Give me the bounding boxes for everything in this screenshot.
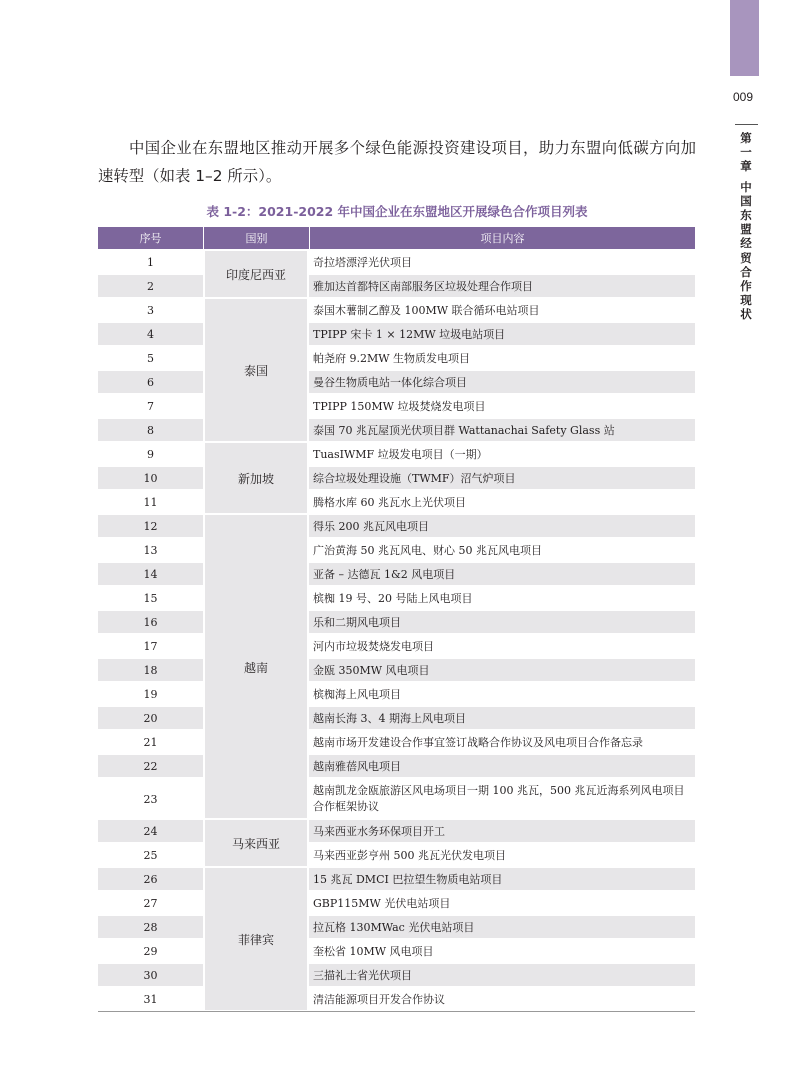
row-project: 泰国木薯制乙醇及 100MW 联合循环电站项目 (309, 297, 695, 321)
row-project: 15 兆瓦 DMCI 巴拉望生物质电站项目 (309, 866, 695, 890)
table-row (98, 489, 695, 513)
row-serial: 13 (98, 537, 203, 561)
row-project: 曼谷生物质电站一体化综合项目 (309, 369, 695, 393)
row-project: 马来西亚水务环保项目开工 (309, 818, 695, 842)
row-serial: 3 (98, 297, 203, 321)
row-country: 菲律宾 (203, 866, 309, 1010)
row-project: GBP115MW 光伏电站项目 (309, 890, 695, 914)
row-serial: 1 (98, 249, 203, 273)
row-serial: 23 (98, 777, 203, 818)
table-row (98, 465, 695, 489)
table-row (98, 962, 695, 986)
row-project: 三描礼士省光伏项目 (309, 962, 695, 986)
row-serial: 15 (98, 585, 203, 609)
table-row (98, 417, 695, 441)
row-project: 越南长海 3、4 期海上风电项目 (309, 705, 695, 729)
chapter-side-title (738, 131, 754, 322)
row-serial: 7 (98, 393, 203, 417)
table-caption: 表 1-2：2021-2022 年中国企业在东盟地区开展绿色合作项目列表 (206, 204, 588, 219)
header-serial: 序号 (98, 227, 203, 249)
row-serial: 19 (98, 681, 203, 705)
table-row (98, 753, 695, 777)
row-serial: 11 (98, 489, 203, 513)
table-row (98, 561, 695, 585)
table-row (98, 393, 695, 417)
row-serial: 16 (98, 609, 203, 633)
row-serial: 24 (98, 818, 203, 842)
row-project: 越南雅蓓风电项目 (309, 753, 695, 777)
row-project: 广治黄海 50 兆瓦风电、财心 50 兆瓦风电项目 (309, 537, 695, 561)
row-project: 奇拉塔漂浮光伏项目 (309, 249, 695, 273)
table-row (98, 537, 695, 561)
table-row (98, 249, 695, 273)
projects-table (98, 227, 695, 1010)
row-serial: 26 (98, 866, 203, 890)
row-project: 越南市场开发建设合作事宜签订战略合作协议及风电项目合作备忘录 (309, 729, 695, 753)
side-divider (735, 124, 758, 125)
row-project: 泰国 70 兆瓦屋顶光伏项目群 Wattanachai Safety Glass 站 (309, 417, 695, 441)
header-project: 项目内容 (309, 227, 695, 249)
row-country: 马来西亚 (203, 818, 309, 866)
table-row (98, 657, 695, 681)
row-project: 槟椥 19 号、20 号陆上风电项目 (309, 585, 695, 609)
chapter-color-tab (730, 0, 759, 76)
row-project: 槟椥海上风电项目 (309, 681, 695, 705)
row-serial: 20 (98, 705, 203, 729)
row-serial: 31 (98, 986, 203, 1010)
row-project: 亚备 – 达德瓦 1&2 风电项目 (309, 561, 695, 585)
table-row (98, 369, 695, 393)
row-project: TPIPP 宋卡 1 × 12MW 垃圾电站项目 (309, 321, 695, 345)
page-number: 009 (733, 90, 754, 104)
table-row (98, 986, 695, 1010)
row-serial: 21 (98, 729, 203, 753)
table-row (98, 777, 695, 818)
row-project: 帕尧府 9.2MW 生物质发电项目 (309, 345, 695, 369)
row-project: 马来西亚彭亨州 500 兆瓦光伏发电项目 (309, 842, 695, 866)
row-serial: 12 (98, 513, 203, 537)
table-row (98, 273, 695, 297)
row-serial: 17 (98, 633, 203, 657)
table-row (98, 297, 695, 321)
row-serial: 8 (98, 417, 203, 441)
table-header-row (98, 227, 695, 249)
row-serial: 29 (98, 938, 203, 962)
row-country: 越南 (203, 513, 309, 818)
chapter-label: 第一章 (740, 131, 752, 174)
row-project: TuasIWMF 垃圾发电项目（一期） (309, 441, 695, 465)
table-body (98, 249, 695, 1010)
row-serial: 14 (98, 561, 203, 585)
table-row (98, 321, 695, 345)
row-serial: 18 (98, 657, 203, 681)
row-project: TPIPP 150MW 垃圾焚烧发电项目 (309, 393, 695, 417)
row-project: 综合垃圾处理设施（TWMF）沼气炉项目 (309, 465, 695, 489)
row-serial: 6 (98, 369, 203, 393)
row-project: 越南凯龙金瓯旅游区风电场项目一期 100 兆瓦，500 兆瓦近海系列风电项目合作框架协议 (309, 777, 695, 818)
row-project: 河内市垃圾焚烧发电项目 (309, 633, 695, 657)
row-serial: 9 (98, 441, 203, 465)
table-row (98, 441, 695, 465)
table-row (98, 890, 695, 914)
row-serial: 22 (98, 753, 203, 777)
intro-paragraph: 中国企业在东盟地区推动开展多个绿色能源投资建设项目，助力东盟向低碳方向加速转型（如表 1–2 所示）。 (98, 139, 696, 186)
table-row (98, 914, 695, 938)
row-serial: 4 (98, 321, 203, 345)
table-row (98, 585, 695, 609)
table-row (98, 938, 695, 962)
table-row (98, 513, 695, 537)
row-country: 泰国 (203, 297, 309, 441)
row-serial: 28 (98, 914, 203, 938)
row-country: 印度尼西亚 (203, 249, 309, 297)
table-row (98, 729, 695, 753)
row-serial: 5 (98, 345, 203, 369)
table-row (98, 866, 695, 890)
row-serial: 27 (98, 890, 203, 914)
table-row (98, 633, 695, 657)
row-project: 腾格水库 60 兆瓦水上光伏项目 (309, 489, 695, 513)
table-row (98, 842, 695, 866)
row-project: 雅加达首都特区南部服务区垃圾处理合作项目 (309, 273, 695, 297)
table-row (98, 681, 695, 705)
table-row (98, 345, 695, 369)
table-row (98, 705, 695, 729)
chapter-title: 中国东盟经贸合作现状 (740, 179, 752, 322)
table-row (98, 818, 695, 842)
row-serial: 25 (98, 842, 203, 866)
row-project: 乐和二期风电项目 (309, 609, 695, 633)
row-project: 拉瓦格 130MWac 光伏电站项目 (309, 914, 695, 938)
row-project: 金瓯 350MW 风电项目 (309, 657, 695, 681)
header-country: 国别 (203, 227, 309, 249)
row-project: 奎松省 10MW 风电项目 (309, 938, 695, 962)
row-project: 得乐 200 兆瓦风电项目 (309, 513, 695, 537)
row-project: 清洁能源项目开发合作协议 (309, 986, 695, 1010)
table-bottom-rule (98, 1011, 695, 1012)
row-serial: 2 (98, 273, 203, 297)
table-row (98, 609, 695, 633)
row-serial: 30 (98, 962, 203, 986)
row-serial: 10 (98, 465, 203, 489)
row-country: 新加坡 (203, 441, 309, 513)
